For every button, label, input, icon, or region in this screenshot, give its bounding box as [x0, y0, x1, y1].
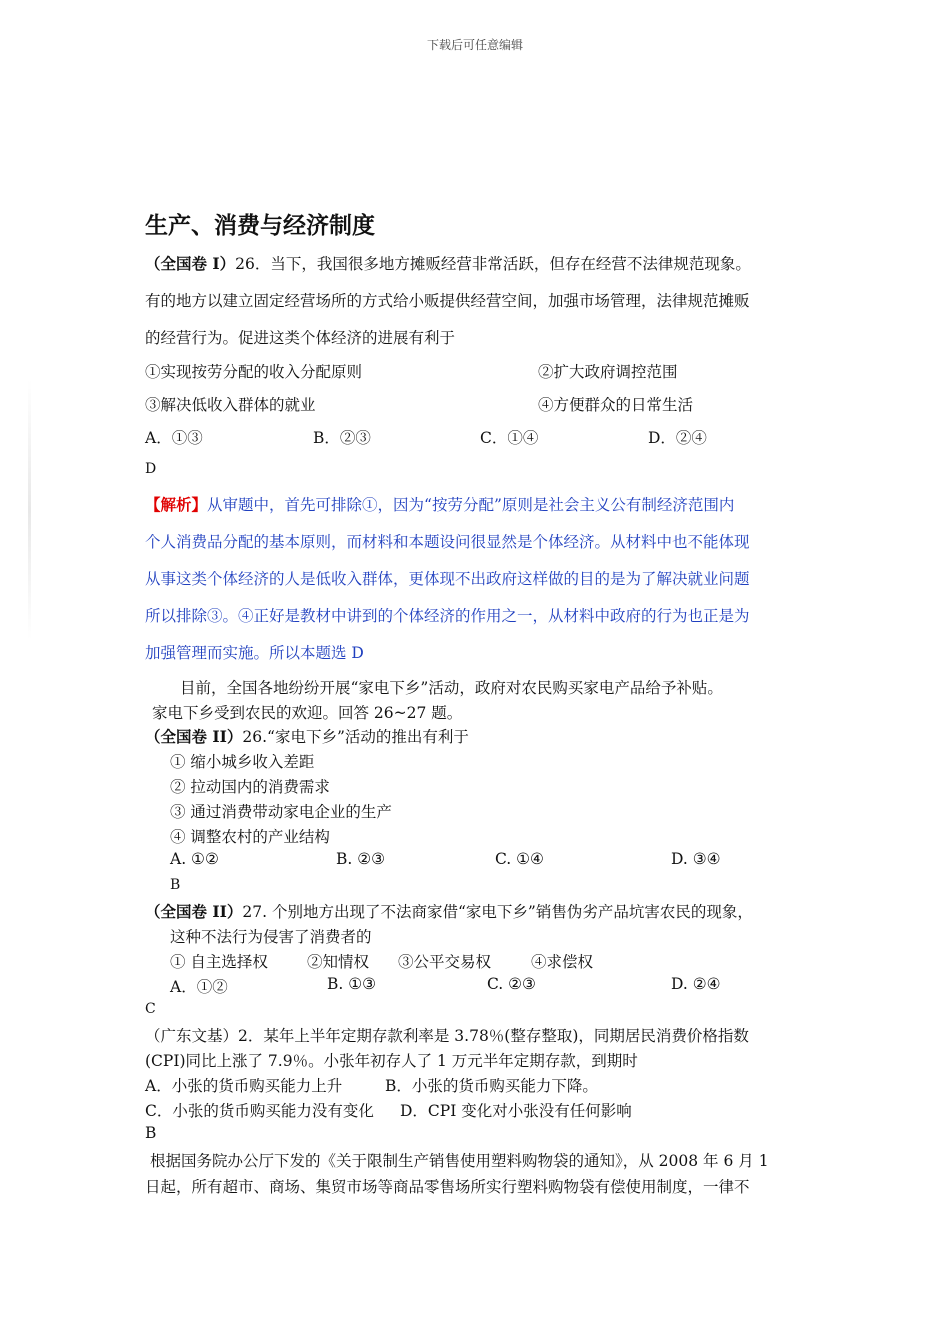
- q5-line-2: 日起，所有超市、商场、集贸市场等商品零售场所实行塑料购物袋有偿使用制度，一律不: [145, 1178, 750, 1196]
- q1-item-4: ④方便群众的日常生活: [538, 396, 694, 414]
- q2-option-a: A. ①②: [170, 850, 219, 868]
- q2-stem-text: 26.“家电下乡”活动的推出有利于: [242, 728, 469, 746]
- q1-source: （全国卷 I）: [145, 254, 236, 273]
- q1-option-c: C．①④: [480, 429, 539, 447]
- q4-line-2: (CPI)同比上涨了 7.9％。小张年初存人了 1 万元半年定期存款，到期时: [145, 1052, 638, 1070]
- q4-option-d: D．CPI 变化对小张没有任何影响: [400, 1102, 632, 1120]
- q1-stem-1: 26．当下，我国很多地方摊贩经营非常活跃，但存在经营不法律规范现象。: [235, 255, 751, 273]
- q2-source: （全国卷 II）: [145, 727, 243, 746]
- q1-analysis-3: 从事这类个体经济的人是低收入群体，更体现不出政府这样做的目的是为了解决就业问题: [145, 570, 750, 588]
- scan-artifact: [28, 380, 31, 640]
- q2-item-4: ④ 调整农村的产业结构: [170, 828, 330, 846]
- q4-line-1: （广东文基）2．某年上半年定期存款利率是 3.78％(整存整取)，同期居民消费价格指数: [145, 1027, 749, 1045]
- header-note: 下载后可任意编辑: [426, 38, 523, 52]
- q2-item-1: ① 缩小城乡收入差距: [170, 753, 315, 771]
- analysis-text-1: 从审题中，首先可排除①，因为“按劳分配”原则是社会主义公有制经济范围内: [207, 496, 735, 514]
- q2-item-2: ② 拉动国内的消费需求: [170, 778, 330, 796]
- q1-analysis-1: [145, 493, 734, 515]
- q2-option-b: B. ②③: [336, 850, 386, 868]
- q4-option-c: C．小张的货币购买能力没有变化: [145, 1102, 374, 1120]
- q3-stem-1: [145, 900, 753, 922]
- q3-stem-text: 27. 个别地方出现了不法商家借“家电下乡”销售伪劣产品坑害农民的现象，: [242, 903, 753, 921]
- q1-option-a: A．①③: [145, 429, 203, 447]
- q1-item-1: ①实现按劳分配的收入分配原则: [145, 363, 363, 381]
- q3-item-3: ③公平交易权: [398, 953, 492, 971]
- q4-option-a: A．小张的货币购买能力上升: [145, 1077, 343, 1095]
- q3-option-c: C. ②③: [487, 975, 536, 993]
- q3-option-d: D. ②④: [671, 975, 721, 993]
- q2-stem: [145, 725, 469, 747]
- q3-item-2: ②知情权: [307, 953, 370, 971]
- q2-option-d: D. ③④: [671, 850, 721, 868]
- q5-line-1: 根据国务院办公厅下发的《关于限制生产销售使用塑料购物袋的通知》，从 2008 年 6 月 1: [150, 1152, 769, 1170]
- q2-option-c: C. ①④: [495, 850, 544, 868]
- q1-analysis-5: 加强管理而实施。所以本题选 D: [145, 644, 364, 662]
- q1-item-3: ③解决低收入群体的就业: [145, 396, 316, 414]
- q3-source: （全国卷 II）: [145, 902, 243, 921]
- q1-item-2: ②扩大政府调控范围: [538, 363, 678, 381]
- page-title: 生产、消费与经济制度: [145, 213, 375, 239]
- q3-stem-2: 这种不法行为侵害了消费者的: [170, 928, 372, 946]
- q3-answer: C: [145, 1001, 156, 1017]
- q4-answer: B: [145, 1124, 157, 1142]
- q2-answer: B: [170, 877, 181, 893]
- q1-option-d: D．②④: [648, 429, 707, 447]
- q1-analysis-2: 个人消费品分配的基本原则，而材料和本题设问很显然是个体经济。从材料中也不能体现: [145, 533, 750, 551]
- q4-option-b: B．小张的货币购买能力下降。: [385, 1077, 598, 1095]
- analysis-tag: 【解析】: [145, 495, 208, 514]
- q3-option-a: A．①②: [170, 978, 228, 996]
- q3-item-1: ① 自主选择权: [170, 953, 268, 971]
- q1-answer: D: [145, 461, 157, 477]
- intro-line-2: 家电下乡受到农民的欢迎。回答 26~27 题。: [152, 704, 463, 722]
- q1-line-2: 有的地方以建立固定经营场所的方式给小贩提供经营空间，加强市场管理，法律规范摊贩: [145, 292, 750, 310]
- q3-item-4: ④求偿权: [531, 953, 594, 971]
- q2-item-3: ③ 通过消费带动家电企业的生产: [170, 803, 392, 821]
- q1-line-1: [145, 252, 751, 274]
- intro-line-1: 目前，全国各地纷纷开展“家电下乡”活动，政府对农民购买家电产品给予补贴。: [180, 679, 723, 697]
- q3-option-b: B. ①③: [327, 975, 377, 993]
- q1-line-3: 的经营行为。促进这类个体经济的进展有利于: [145, 329, 456, 347]
- q1-option-b: B．②③: [313, 429, 371, 447]
- q1-analysis-4: 所以排除③。④正好是教材中讲到的个体经济的作用之一，从材料中政府的行为也正是为: [145, 607, 750, 625]
